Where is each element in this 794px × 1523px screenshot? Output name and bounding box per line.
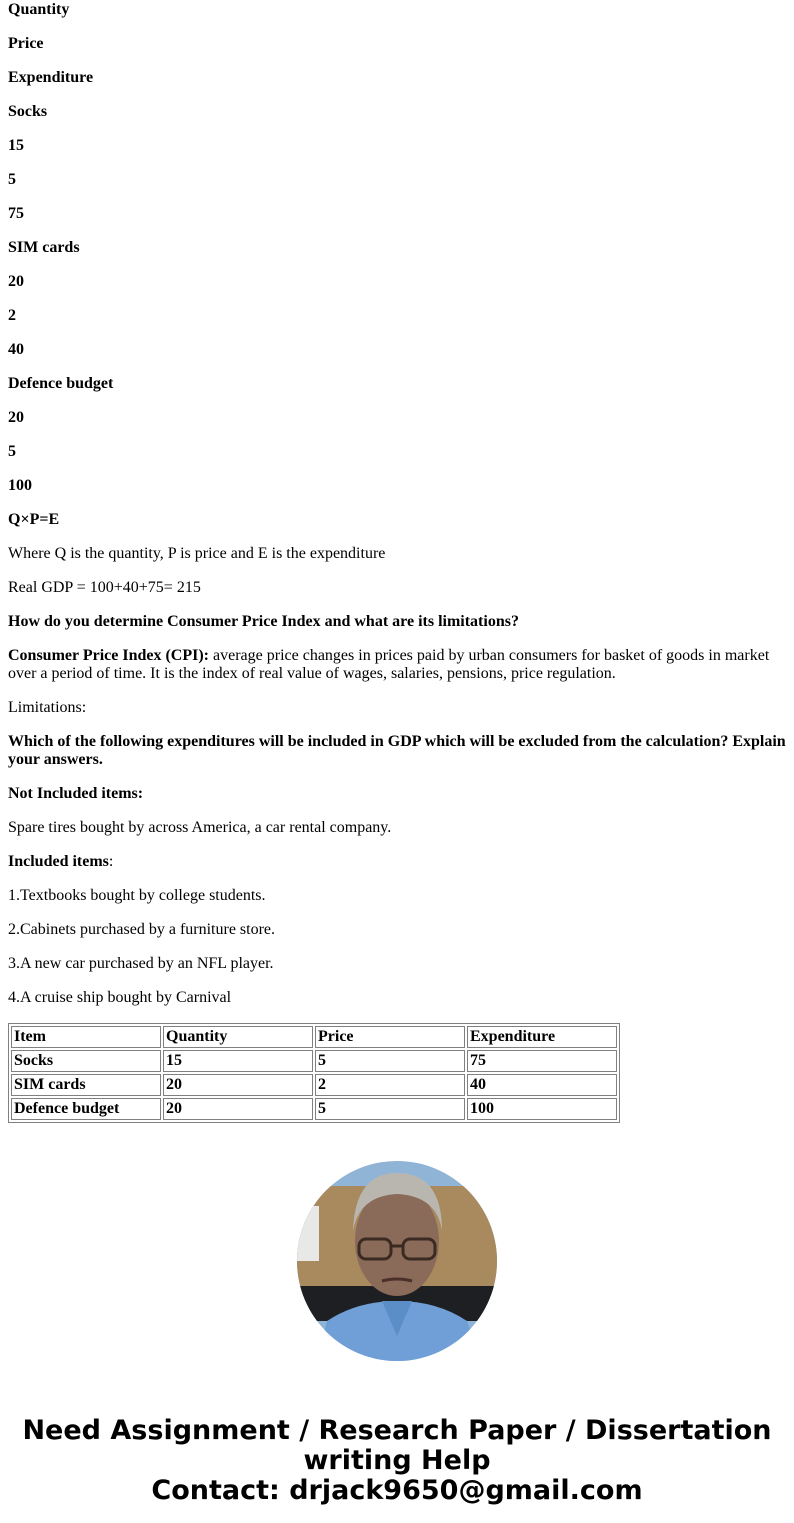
text-line: [8, 171, 786, 189]
table-cell: Defence budget: [11, 1098, 161, 1120]
text-expenditure: Expenditure: [8, 69, 94, 86]
included-colon: :: [108, 853, 114, 870]
table-cell: 20: [163, 1098, 313, 1120]
text-line: [8, 239, 786, 257]
text-value: 100: [8, 477, 32, 494]
included-item: 1.Textbooks bought by college students.: [8, 887, 266, 904]
table-cell: 15: [163, 1050, 313, 1072]
text-line: [8, 137, 786, 155]
text-value: 2: [8, 307, 16, 324]
cpi-question: [8, 613, 786, 631]
text-line: [8, 69, 786, 87]
author-photo-container: [0, 1161, 794, 1366]
table-row: [11, 1098, 617, 1120]
table-cell: 20: [163, 1074, 313, 1096]
table-header-cell: Expenditure: [467, 1026, 617, 1048]
gdp-question: [8, 733, 786, 769]
table-cell: SIM cards: [11, 1074, 161, 1096]
text-line: [8, 511, 786, 529]
included-item: 2.Cabinets purchased by a furniture store.: [8, 921, 276, 938]
table-cell: 2: [315, 1074, 465, 1096]
table-header-cell: Quantity: [163, 1026, 313, 1048]
text-line: [8, 341, 786, 359]
text-line: [8, 103, 786, 121]
text-line: [8, 1, 786, 19]
cpi-question-text: How do you determine Consumer Price Index and what are its limitations?: [8, 613, 519, 630]
gdp-question-text: Which of the following expenditures will be included in GDP which will be excluded from the calculation? Explain your answers.: [8, 733, 786, 768]
footer-contact: Contact: drjack9650@gmail.com: [151, 1475, 643, 1506]
cpi-text: average price changes in prices paid by urban consumers for basket of goods in market over a period of time. It is the index of real value of wages, salaries, pensions, price regulation.: [8, 647, 770, 682]
text-line: [8, 409, 786, 427]
document-body: [0, 1, 794, 1123]
text-value: 15: [8, 137, 24, 154]
footer-banner: [0, 1416, 794, 1506]
included-item: 3.A new car purchased by an NFL player.: [8, 955, 274, 972]
text-line: [8, 35, 786, 53]
text-value: 20: [8, 409, 24, 426]
included-heading: [8, 853, 786, 871]
table-row: [11, 1050, 617, 1072]
table-cell: 5: [315, 1098, 465, 1120]
cpi-label: Consumer Price Index (CPI):: [8, 647, 210, 664]
table-cell: 75: [467, 1050, 617, 1072]
expenditure-table: [8, 1023, 620, 1123]
text-socks: Socks: [8, 103, 48, 120]
text-value: 20: [8, 273, 24, 290]
real-gdp: Real GDP = 100+40+75= 215: [8, 579, 201, 596]
table-cell: Socks: [11, 1050, 161, 1072]
text-value: 40: [8, 341, 24, 358]
table-header-cell: Item: [11, 1026, 161, 1048]
table-cell: 5: [315, 1050, 465, 1072]
text-value: 5: [8, 171, 16, 188]
text-value: 75: [8, 205, 24, 222]
table-row: [11, 1074, 617, 1096]
text-line: [8, 443, 786, 461]
text-line: [8, 205, 786, 223]
cpi-answer: [8, 647, 786, 683]
text-line: [8, 375, 786, 393]
text-line: [8, 307, 786, 325]
included-heading-text: Included items: [8, 853, 109, 870]
footer-help-text: Need Assignment / Research Paper / Dissertation writing Help: [22, 1415, 772, 1476]
text-value: 5: [8, 443, 16, 460]
author-photo: [297, 1161, 497, 1361]
formula-explanation: Where Q is the quantity, P is price and E is the expenditure: [8, 545, 386, 562]
not-included-heading-text: Not Included items:: [8, 785, 144, 802]
text-defence-budget: Defence budget: [8, 375, 114, 392]
table-header-cell: Price: [315, 1026, 465, 1048]
not-included-item: Spare tires bought by across America, a car rental company.: [8, 819, 392, 836]
formula: Q×P=E: [8, 511, 60, 528]
text-quantity: Quantity: [8, 1, 70, 18]
limitations: Limitations:: [8, 699, 87, 716]
included-item: 4.A cruise ship bought by Carnival: [8, 989, 232, 1006]
table-header-row: [11, 1026, 617, 1048]
table-cell: 40: [467, 1074, 617, 1096]
text-line: [8, 273, 786, 291]
not-included-heading: [8, 785, 786, 803]
table-cell: 100: [467, 1098, 617, 1120]
text-line: [8, 477, 786, 495]
text-price: Price: [8, 35, 44, 52]
text-sim-cards: SIM cards: [8, 239, 80, 256]
